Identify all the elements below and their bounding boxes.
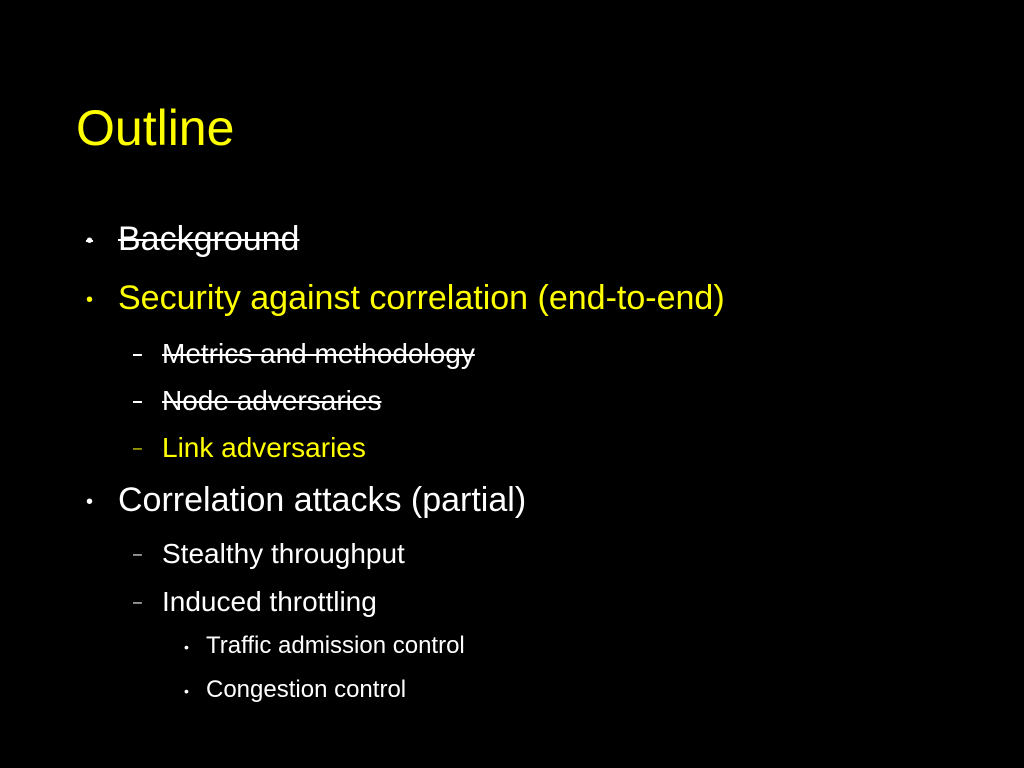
outline-item-label: Correlation attacks (partial) — [118, 481, 527, 519]
dash-marker-icon: – — [133, 546, 142, 563]
outline-item-label: Induced throttling — [162, 586, 377, 617]
outline-item-label: Stealthy throughput — [162, 538, 405, 569]
outline-item-label: Node adversaries — [162, 385, 382, 416]
outline-item-label: Background — [118, 220, 300, 258]
bullet-dot-icon: • — [184, 639, 189, 655]
dash-marker-icon: – — [133, 393, 142, 410]
dash-marker-icon: – — [133, 594, 142, 611]
slide-title: Outline — [76, 100, 235, 156]
bullet-dot-icon: • — [86, 230, 94, 252]
dash-marker-icon: – — [133, 440, 142, 457]
dash-marker-icon: – — [133, 346, 142, 363]
bullet-dot-icon: • — [86, 491, 94, 513]
outline-item-label: Congestion control — [206, 676, 407, 703]
outline-item-label: Metrics and methodology — [162, 338, 475, 369]
outline-item-label: Traffic admission control — [206, 632, 465, 659]
outline-item-label: Link adversaries — [162, 432, 366, 463]
bullet-dot-icon: • — [184, 683, 189, 699]
bullet-dot-icon: • — [86, 289, 94, 311]
outline-item-label: Security against correlation (end-to-end) — [118, 279, 725, 317]
